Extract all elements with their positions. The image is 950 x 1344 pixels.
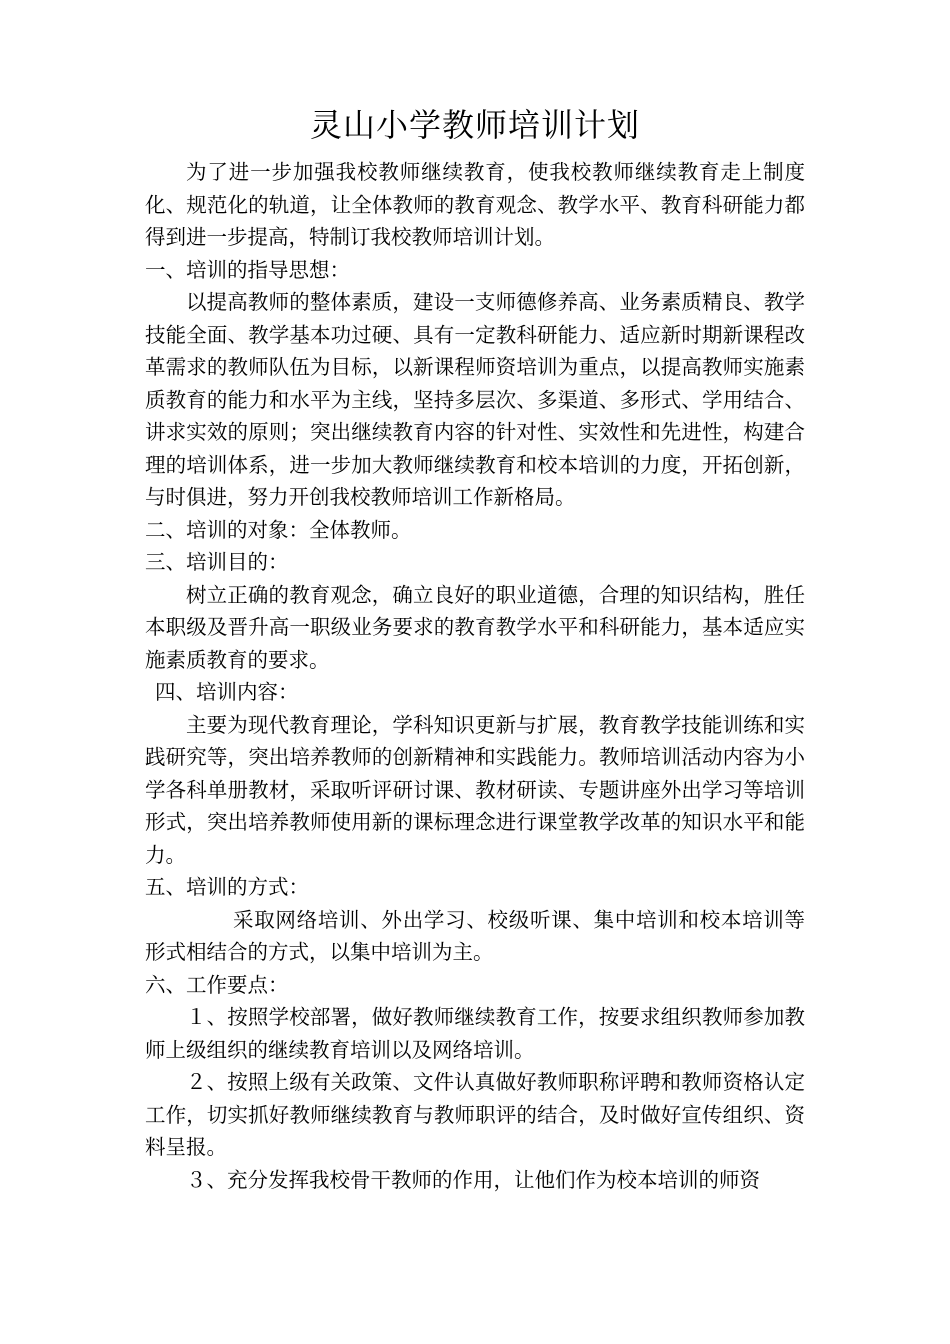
section-heading-training-content: 四、培训内容： [155, 680, 299, 704]
section-heading-guiding-ideology: 一、培训的指导思想： [145, 257, 350, 282]
intro-paragraph: 为了进一步加强我校教师继续教育，使我校教师继续教育走上制度化、规范化的轨道，让全体教师的教育观念、教学水平、教育科研能力都得到进一步提高，特制订我校教师培训计划。 [145, 160, 805, 249]
section-heading-training-target: 二、培训的对象：全体教师。 [145, 517, 412, 542]
work-point-2: ２、按照上级有关政策、文件认真做好教师职称评聘和教师资格认定工作，切实抓好教师继续教育与教师职评的结合，及时做好宣传组织、资料呈报。 [145, 1070, 805, 1159]
section-heading-work-points: 六、工作要点： [145, 972, 289, 997]
work-point-1: １、按照学校部署，做好教师继续教育工作，按要求组织教师参加教师上级组织的继续教育培训以及网络培训。 [145, 1005, 805, 1062]
document-body [145, 156, 805, 1196]
training-purpose-paragraph: 树立正确的教育观念，确立良好的职业道德，合理的知识结构，胜任本职级及晋升高一职级业务要求的教育教学水平和科研能力，基本适应实施素质教育的要求。 [145, 582, 805, 672]
section-heading-training-method: 五、培训的方式： [145, 875, 309, 899]
document-page [145, 100, 805, 1196]
training-method-paragraph: 采取网络培训、外出学习、校级听课、集中培训和校本培训等形式相结合的方式，以集中培训为主。 [145, 907, 805, 964]
guiding-ideology-paragraph: 以提高教师的整体素质，建设一支师德修养高、业务素质精良、教学技能全面、教学基本功过硬、具有一定教科研能力、适应新时期新课程改革需求的教师队伍为目标，以新课程师资培训为重点，以提高教师实施素质教育的能力和水平为主线，坚持多层次、多渠道、多形式、学用结合、讲求实效的原则；突出继续教育内容的针对性、实效性和先进性，构建合理的培训体系，进一步加大教师继续教育和校本培训的力度，开拓创新，与时俱进，努力开创我校教师培训工作新格局。 [145, 290, 805, 509]
section-heading-training-purpose: 三、培训目的： [145, 550, 289, 574]
training-content-paragraph: 主要为现代教育理论，学科知识更新与扩展，教育教学技能训练和实践研究等，突出培养教师的创新精神和实践能力。教师培训活动内容为小学各科单册教材，采取听评研讨课、教材研读、专题讲座外出学习等培训形式，突出培养教师使用新的课标理念进行课堂教学改革的知识水平和能力。 [145, 712, 805, 867]
work-point-3: ３、充分发挥我校骨干教师的作用，让他们作为校本培训的师资 [186, 1167, 760, 1192]
document-title: 灵山小学教师培训计划 [309, 106, 640, 144]
